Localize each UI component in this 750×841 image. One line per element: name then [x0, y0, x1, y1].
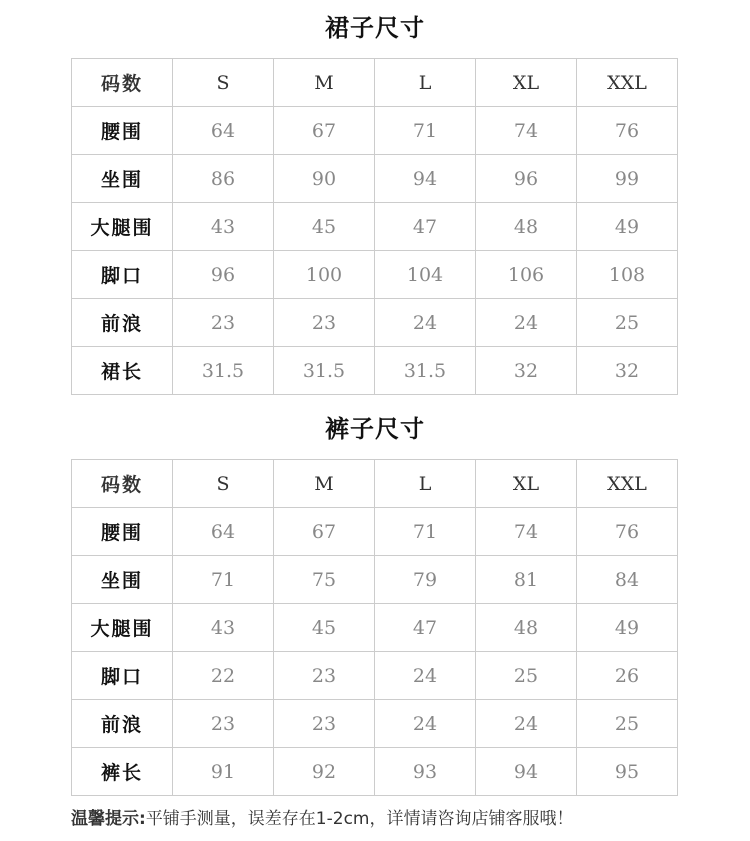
table-header-row	[72, 460, 678, 508]
header-cell: XL	[476, 460, 577, 508]
header-cell: XXL	[577, 460, 678, 508]
table-cell: 71	[173, 556, 274, 604]
table-cell: 23	[274, 299, 375, 347]
table-cell: 76	[577, 508, 678, 556]
table-row	[72, 155, 678, 203]
table-cell: 75	[274, 556, 375, 604]
header-cell: S	[173, 59, 274, 107]
table-cell: 47	[375, 604, 476, 652]
table-cell: 24	[375, 299, 476, 347]
pants-size-title: 裤子尺寸	[325, 415, 425, 443]
header-cell: M	[274, 460, 375, 508]
table-cell: 94	[375, 155, 476, 203]
table-cell: 93	[375, 748, 476, 796]
pants-size-table	[71, 459, 678, 796]
table-cell: 74	[476, 107, 577, 155]
table-cell: 71	[375, 107, 476, 155]
table-cell: 104	[375, 251, 476, 299]
table-cell: 26	[577, 652, 678, 700]
table-cell: 23	[173, 299, 274, 347]
table-cell: 95	[577, 748, 678, 796]
table-row	[72, 299, 678, 347]
table-cell: 99	[577, 155, 678, 203]
header-cell: M	[274, 59, 375, 107]
table-cell: 47	[375, 203, 476, 251]
note-text: 平铺手测量，误差存在1-2cm，详情请咨询店铺客服哦！	[145, 809, 574, 829]
table-header-row	[72, 59, 678, 107]
table-cell: 81	[476, 556, 577, 604]
table-cell: 64	[173, 508, 274, 556]
table-cell: 96	[476, 155, 577, 203]
table-cell: 49	[577, 203, 678, 251]
table-cell: 90	[274, 155, 375, 203]
table-cell: 76	[577, 107, 678, 155]
table-cell: 67	[274, 107, 375, 155]
row-label: 大腿围	[72, 604, 173, 652]
table-cell: 49	[577, 604, 678, 652]
table-cell: 32	[476, 347, 577, 395]
table-cell: 23	[274, 652, 375, 700]
table-cell: 67	[274, 508, 375, 556]
table-cell: 31.5	[375, 347, 476, 395]
table-row	[72, 748, 678, 796]
table-row	[72, 203, 678, 251]
table-row	[72, 604, 678, 652]
table-cell: 31.5	[173, 347, 274, 395]
header-cell: XL	[476, 59, 577, 107]
row-label: 坐围	[72, 155, 173, 203]
table-row	[72, 556, 678, 604]
table-cell: 74	[476, 508, 577, 556]
row-label: 坐围	[72, 556, 173, 604]
table-row	[72, 347, 678, 395]
table-cell: 45	[274, 604, 375, 652]
table-cell: 92	[274, 748, 375, 796]
table-cell: 100	[274, 251, 375, 299]
row-label: 腰围	[72, 508, 173, 556]
row-label: 脚口	[72, 652, 173, 700]
table-cell: 71	[375, 508, 476, 556]
table-row	[72, 652, 678, 700]
row-label: 前浪	[72, 299, 173, 347]
table-cell: 22	[173, 652, 274, 700]
header-cell: L	[375, 460, 476, 508]
table-cell: 96	[173, 251, 274, 299]
measurement-note	[71, 804, 573, 829]
header-cell: S	[173, 460, 274, 508]
table-cell: 108	[577, 251, 678, 299]
table-cell: 106	[476, 251, 577, 299]
table-cell: 25	[476, 652, 577, 700]
table-cell: 86	[173, 155, 274, 203]
table-cell: 91	[173, 748, 274, 796]
table-cell: 48	[476, 203, 577, 251]
row-label: 腰围	[72, 107, 173, 155]
table-cell: 23	[173, 700, 274, 748]
skirt-size-table	[71, 58, 678, 395]
row-label: 大腿围	[72, 203, 173, 251]
header-cell: XXL	[577, 59, 678, 107]
table-cell: 24	[476, 299, 577, 347]
table-row	[72, 251, 678, 299]
table-cell: 24	[375, 652, 476, 700]
header-cell: 码数	[72, 59, 173, 107]
table-row	[72, 508, 678, 556]
row-label: 脚口	[72, 251, 173, 299]
skirt-size-title: 裙子尺寸	[325, 14, 425, 42]
table-cell: 79	[375, 556, 476, 604]
table-cell: 24	[375, 700, 476, 748]
table-row	[72, 700, 678, 748]
row-label: 裤长	[72, 748, 173, 796]
table-cell: 23	[274, 700, 375, 748]
table-cell: 25	[577, 299, 678, 347]
table-cell: 94	[476, 748, 577, 796]
row-label: 裙长	[72, 347, 173, 395]
note-label: 温馨提示:	[71, 809, 146, 829]
table-cell: 32	[577, 347, 678, 395]
row-label: 前浪	[72, 700, 173, 748]
table-cell: 48	[476, 604, 577, 652]
table-row	[72, 107, 678, 155]
header-cell: L	[375, 59, 476, 107]
table-cell: 45	[274, 203, 375, 251]
table-cell: 43	[173, 203, 274, 251]
table-cell: 25	[577, 700, 678, 748]
header-cell: 码数	[72, 460, 173, 508]
table-cell: 64	[173, 107, 274, 155]
table-cell: 84	[577, 556, 678, 604]
table-cell: 31.5	[274, 347, 375, 395]
table-cell: 43	[173, 604, 274, 652]
table-cell: 24	[476, 700, 577, 748]
